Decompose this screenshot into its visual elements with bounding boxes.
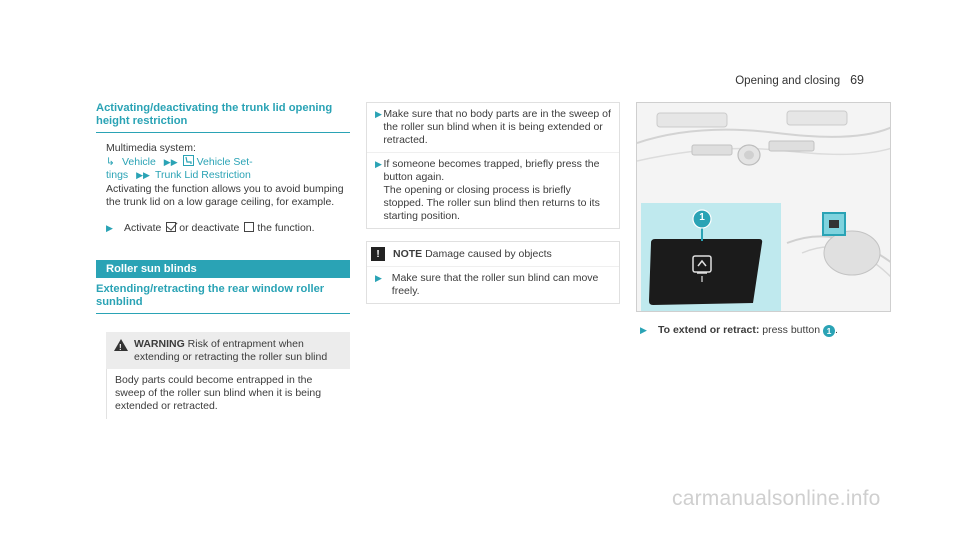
warning-triangle-icon xyxy=(114,339,128,351)
note-head xyxy=(367,242,619,267)
deactivate-text: or deactivate xyxy=(179,222,240,234)
menu-path-settings: Vehicle Set- xyxy=(196,156,253,168)
note-exclamation-icon: ! xyxy=(371,247,385,261)
safety-steps-box xyxy=(366,102,620,229)
callout-1-number: 1 xyxy=(699,212,705,223)
left-column xyxy=(96,102,350,419)
step-arrow-icon: ▶ xyxy=(640,325,647,335)
extend-retract-heading-line1: Extending/retracting the rear window roller xyxy=(96,283,325,295)
note-box xyxy=(366,241,620,304)
multimedia-system-label: Multimedia system: xyxy=(106,142,196,154)
checkbox-checked-icon xyxy=(166,222,176,232)
activate-instruction xyxy=(106,222,350,235)
step-arrow-icon: ▶ xyxy=(375,273,382,283)
caption-callout-1: 1 xyxy=(823,325,835,337)
double-chevron-icon: ▶▶ xyxy=(163,157,178,167)
caption-bold: To extend or retract: xyxy=(658,324,760,336)
center-console-figure xyxy=(636,102,891,312)
vehicle-settings-icon xyxy=(183,155,194,166)
roller-sun-blinds-bar: Roller sun blinds xyxy=(96,260,350,278)
console-illustration xyxy=(637,103,891,312)
figure-caption: ▶ To extend or retract: press button 1 . xyxy=(640,324,838,336)
note-step-text: Make sure that the roller sun blind can move freely. xyxy=(391,272,599,297)
trunk-lid-heading-line1: Activating/deactivating the trunk lid opening xyxy=(96,102,333,114)
page-number: 69 xyxy=(850,73,864,87)
step-arrow-icon: ▶ xyxy=(106,223,113,233)
checkbox-empty-icon xyxy=(244,222,254,232)
note-label: NOTE xyxy=(393,248,423,260)
caption-text: press button xyxy=(762,324,821,336)
warning-body: Body parts could become entrapped in the sweep of the roller sun blind when it is being extended or retracted. xyxy=(106,369,350,419)
function-text: the function. xyxy=(257,222,315,234)
menu-path-cont xyxy=(106,169,350,182)
note-step xyxy=(367,267,619,303)
step-2-result: The opening or closing process is briefly stopped. The roller sun blind then returns to its starting position. xyxy=(383,184,600,222)
step-1-text: Make sure that no body parts are in the sweep of the roller sun blind when it is being extended or retracted. xyxy=(383,108,611,146)
warning-head xyxy=(106,332,350,369)
trunk-lid-heading-line2: height restriction xyxy=(96,115,188,127)
menu-path-vehicle: Vehicle xyxy=(122,156,156,168)
step-arrow-icon: ▶ xyxy=(375,159,382,169)
menu-path-settings-cont: tings xyxy=(106,169,129,181)
activate-text: Activate xyxy=(124,222,162,234)
warning-head-text: Risk of entrapment when extending or retracting the roller sun blind xyxy=(134,338,328,363)
extend-retract-heading xyxy=(96,283,350,314)
return-arrow-icon: ↳ xyxy=(106,156,115,168)
watermark: carmanualsonline.info xyxy=(672,487,881,510)
page-header xyxy=(735,73,864,87)
middle-column xyxy=(366,102,620,304)
warning-label: WARNING xyxy=(134,338,185,350)
section-title: Opening and closing xyxy=(735,75,841,87)
step-arrow-icon: ▶ xyxy=(375,109,382,119)
step-1 xyxy=(367,103,619,152)
trunk-description: Activating the function allows you to avoid bumping the trunk lid on a low garage ceiling, for example. xyxy=(106,183,344,208)
menu-path xyxy=(106,155,350,169)
step-2-text: If someone becomes trapped, briefly press the button again. xyxy=(383,158,600,183)
step-2 xyxy=(367,152,619,228)
menu-path-trunk: Trunk Lid Restriction xyxy=(154,169,251,181)
note-head-text: Damage caused by objects xyxy=(425,248,552,260)
double-chevron-icon: ▶▶ xyxy=(136,170,150,180)
trunk-lid-heading xyxy=(96,102,350,133)
warning-box xyxy=(106,332,350,419)
extend-retract-heading-line2: sunblind xyxy=(96,296,143,308)
